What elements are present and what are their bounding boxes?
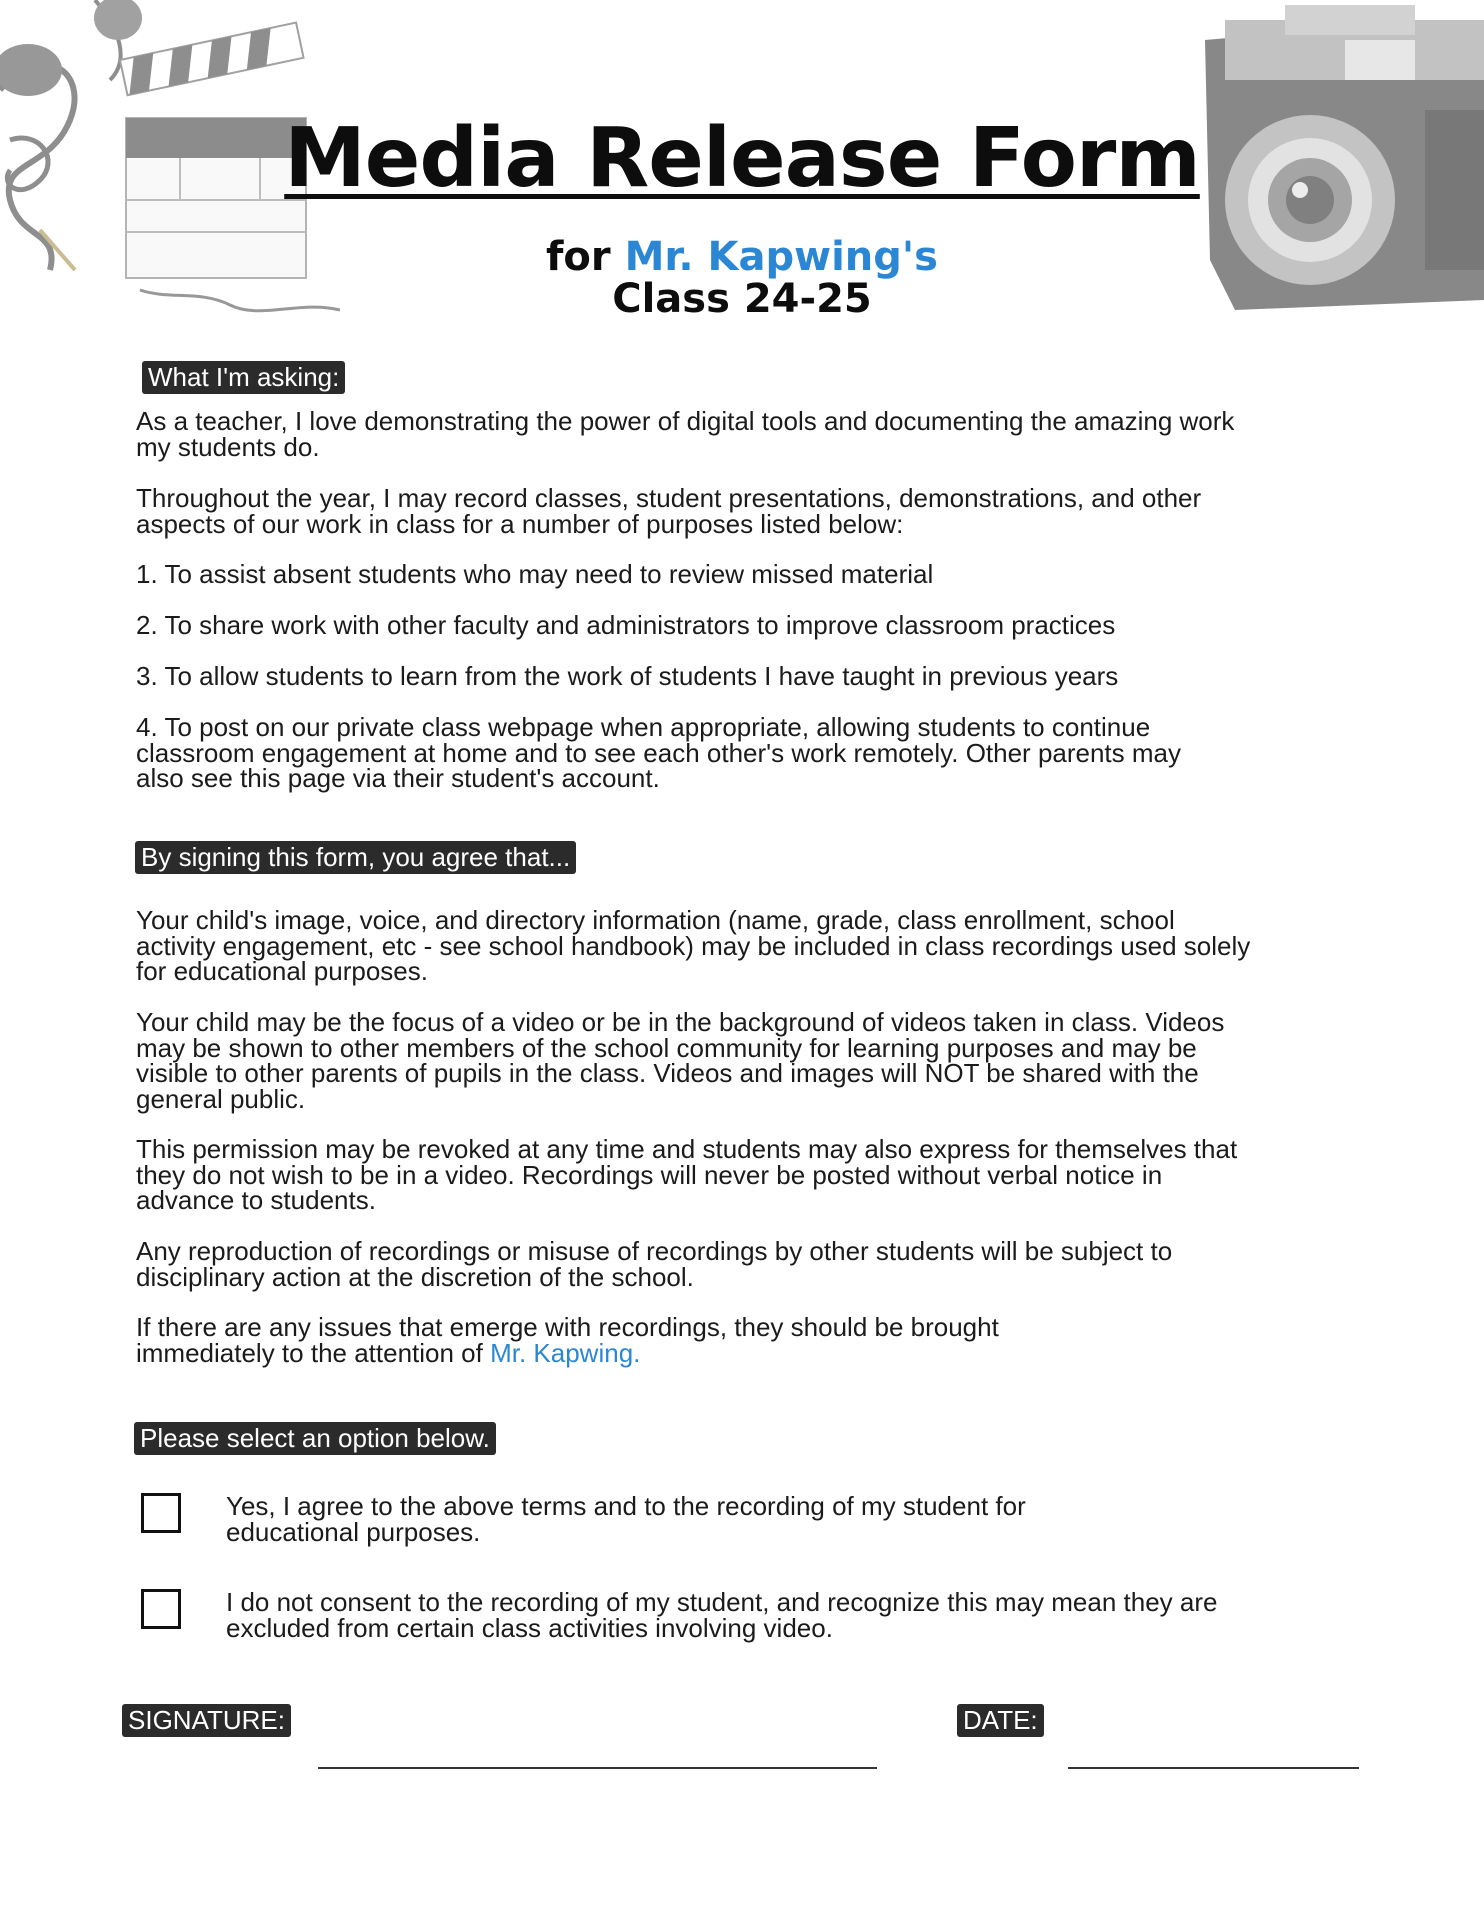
date-line[interactable] — [1068, 1767, 1359, 1769]
paragraph: Your child's image, voice, and directory information (name, grade, class enrollment, school activity engagement, etc - see school handbook) may be included in class recordings used solely for educational purposes. — [136, 905, 1251, 986]
signature-line[interactable] — [318, 1767, 877, 1769]
paragraph: This permission may be revoked at any time and students may also express for themselves that they do not wish to be in a video. Recordings will never be posted without verbal notice in advance to students. — [136, 1134, 1238, 1215]
date-label: DATE: — [957, 1704, 1044, 1737]
agree-option-label: Yes, I agree to the above terms and to the recording of my student for educational purposes. — [226, 1491, 1026, 1547]
purpose-item: 4. To post on our private class webpage when appropriate, allowing students to continue classroom engagement at home and to see each other's work remotely. Other parents may also see this page via their student's account. — [136, 712, 1182, 793]
section-label-asking: What I'm asking: — [142, 361, 345, 394]
paragraph: Throughout the year, I may record classes, student presentations, demonstrations, and other aspects of our work in class for a number of purposes listed below: — [136, 483, 1202, 539]
purpose-item: 3. To allow students to learn from the work of students I have taught in previous years — [136, 661, 1119, 691]
agree-checkbox[interactable] — [141, 1493, 181, 1533]
teacher-name-link: Mr. Kapwing. — [490, 1337, 641, 1368]
subtitle-for: for — [546, 234, 625, 280]
decline-option-label: I do not consent to the recording of my student, and recognize this may mean they are excluded from certain class activities involving video. — [226, 1587, 1218, 1643]
page-subtitle — [0, 236, 1484, 320]
decline-checkbox[interactable] — [141, 1589, 181, 1629]
signature-label: SIGNATURE: — [122, 1704, 291, 1737]
purpose-item: 1. To assist absent students who may need to review missed material — [136, 559, 934, 589]
paragraph — [136, 1312, 1136, 1368]
purpose-item: 2. To share work with other faculty and administrators to improve classroom practices — [136, 610, 1116, 640]
teacher-name: Mr. Kapwing's — [624, 234, 938, 280]
class-year: Class 24-25 — [612, 276, 872, 322]
section-label-agree: By signing this form, you agree that... — [135, 841, 576, 874]
paragraph: Any reproduction of recordings or misuse of recordings by other students will be subject to disciplinary action at the discretion of the school. — [136, 1236, 1173, 1292]
issues-text: If there are any issues that emerge with recordings, they should be brought immediately to the attention of — [136, 1312, 999, 1368]
page-title: Media Release Form — [284, 111, 1200, 206]
paragraph: As a teacher, I love demonstrating the power of digital tools and documenting the amazing work my students do. — [136, 406, 1235, 462]
section-label-select: Please select an option below. — [134, 1422, 496, 1455]
paragraph: Your child may be the focus of a video or be in the background of videos taken in class. Videos may be shown to other members of the school community for learning purposes and may be visible to other parents of pupils in the class. Videos and images will NOT be shared with the general public. — [136, 1007, 1225, 1114]
